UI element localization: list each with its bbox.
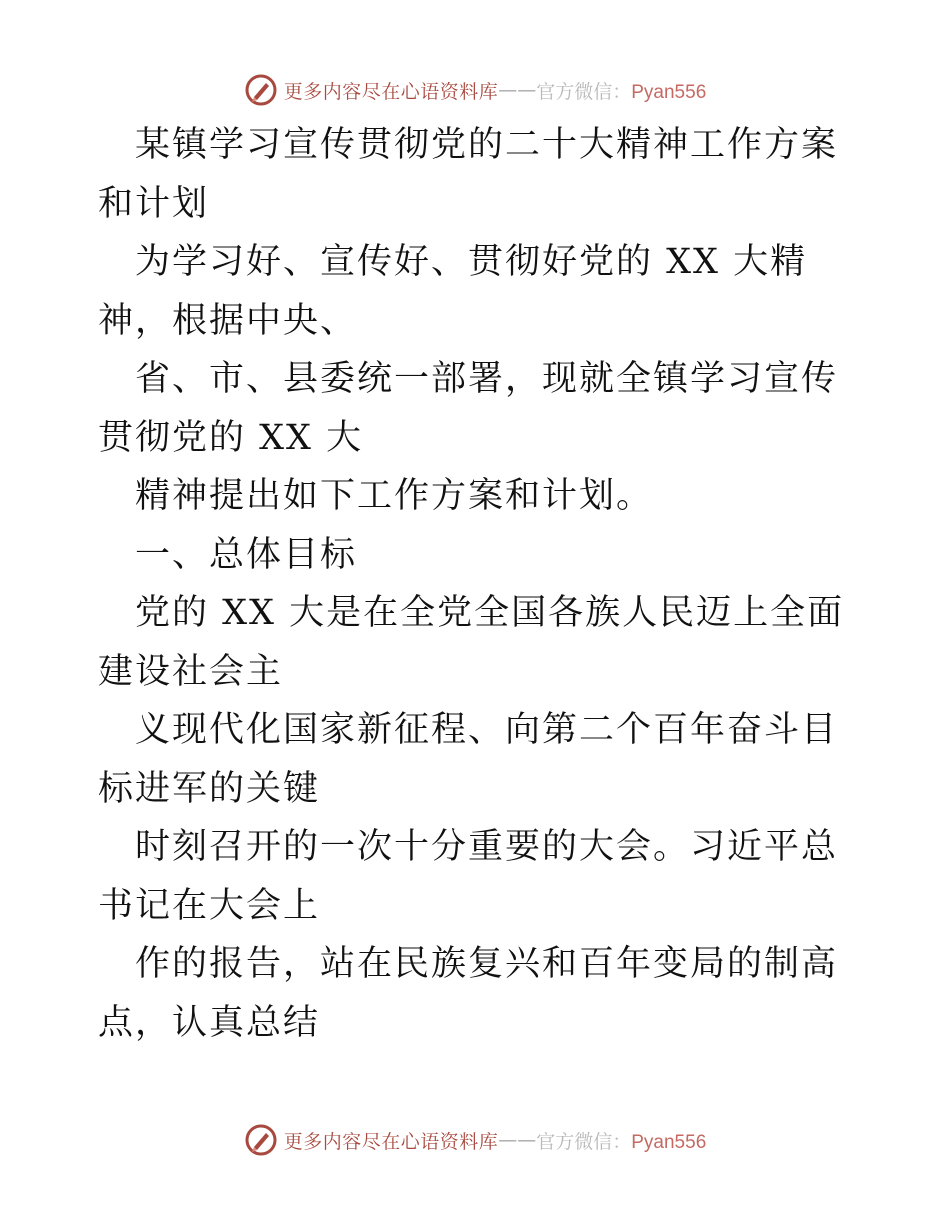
banner-contact-id: Pyan556: [631, 81, 707, 103]
document-body: [98, 116, 858, 1052]
banner-separator: ——: [498, 1129, 537, 1151]
pen-logo-icon: [244, 73, 278, 107]
banner-separator: ——: [498, 79, 537, 101]
banner-contact-id: Pyan556: [631, 1131, 707, 1153]
banner-text: 更多内容尽在心语资料库: [283, 80, 499, 103]
pen-logo-icon: [244, 1123, 278, 1157]
footer-banner: [0, 1120, 950, 1160]
paragraph: 时刻召开的一次十分重要的大会。习近平总书记在大会上: [98, 827, 839, 926]
paragraph: 精神提出如下工作方案和计划。: [135, 476, 654, 516]
paragraph: 义现代化国家新征程、向第二个百年奋斗目标进军的关键: [98, 710, 839, 809]
banner-contact: [536, 1127, 706, 1154]
paragraph: 省、市、县委统一部署，现就全镇学习宣传贯彻党的 XX 大: [98, 359, 839, 458]
header-banner: [0, 70, 950, 110]
banner-contact: [536, 77, 706, 104]
section-heading: 一、总体目标: [135, 534, 358, 575]
paragraph: 党的 XX 大是在全党全国各族人民迈上全面建设社会主: [98, 593, 845, 692]
banner-text: 更多内容尽在心语资料库: [283, 1130, 499, 1153]
paragraph: 作的报告，站在民族复兴和百年变局的制高点，认真总结: [98, 944, 839, 1043]
banner-contact-label: 官方微信：: [536, 80, 632, 103]
document-title: 某镇学习宣传贯彻党的二十大精神工作方案和计划: [98, 125, 839, 224]
paragraph: 为学习好、宣传好、贯彻好党的 XX 大精神，根据中央、: [98, 242, 808, 341]
banner-contact-label: 官方微信：: [536, 1130, 632, 1153]
